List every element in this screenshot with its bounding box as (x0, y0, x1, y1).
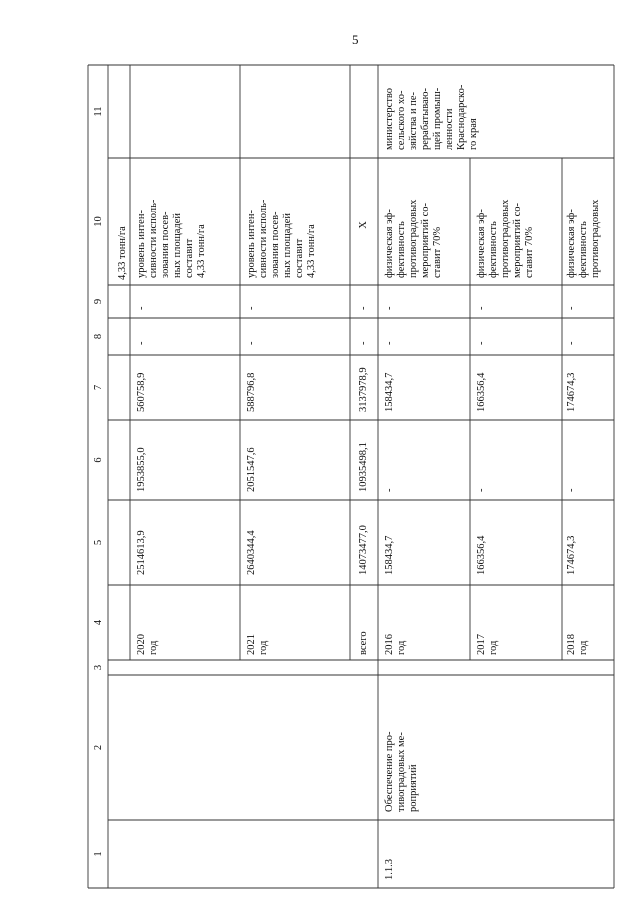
row-2017-col7: 166356,4 (476, 372, 487, 412)
row-2016-col10: фективность (396, 221, 407, 278)
row-2016-col7: 158434,7 (384, 372, 395, 412)
row-2021-year: год (258, 640, 269, 655)
row-2020-col10: составит (184, 238, 195, 278)
row-2021-year: 2021 (246, 634, 257, 655)
row-2018-col6: - (566, 488, 577, 492)
row-2020-year: год (148, 640, 159, 655)
row-2017-col10: фективность (488, 221, 499, 278)
header-number-8: 8 (93, 333, 104, 340)
row-2018-col10: фективность (578, 221, 589, 278)
row-2021-col7: 588796,8 (246, 372, 257, 412)
total-col8: - (358, 341, 369, 345)
row-2017-col6: - (476, 488, 487, 492)
header-number-3: 3 (93, 664, 104, 671)
row-2016-col10: физическая эф- (384, 209, 395, 278)
item-responsible: ленности (444, 108, 455, 150)
row-2021-col9: - (246, 306, 257, 310)
header-number-4: 4 (93, 619, 104, 626)
row-2017-year: год (488, 640, 499, 655)
row-2016-col10: ставит 70% (432, 226, 443, 278)
row-2016-year: 2016 (384, 634, 395, 655)
row-2021-col10: 4,33 тонн/га (306, 224, 317, 278)
table-grid (88, 65, 614, 888)
header-number-1: 1 (93, 851, 104, 857)
row-2017-col8: - (476, 341, 487, 345)
row-2021-col10: уровень интен- (246, 210, 257, 278)
row-2020-col6: 1953855,0 (136, 447, 147, 492)
row-2020-col10: сивности исполь- (148, 199, 159, 278)
row-2020-col7: 560758,9 (136, 372, 147, 412)
header-number-11: 11 (93, 106, 104, 117)
row-2018-col9: - (566, 306, 577, 310)
total-col7: 3137978,9 (358, 367, 369, 412)
item-responsible: го края (468, 118, 479, 150)
row-2016-col5: 158434,7 (384, 535, 395, 575)
row-2016-year: год (396, 640, 407, 655)
item-name: роприятий (408, 764, 419, 812)
row-2021-col10: зования посев- (270, 211, 281, 278)
page-number: 5 (352, 32, 359, 47)
row-2018-year: 2018 (566, 634, 577, 655)
row-2018-col8: - (566, 341, 577, 345)
header-number-5: 5 (93, 539, 104, 546)
item-name: Обеспечение про- (384, 731, 395, 812)
row-2017-col9: - (476, 306, 487, 310)
row-2018-col10: противоградовых (590, 199, 601, 278)
row-2017-col10: ставит 70% (524, 226, 535, 278)
header-number-7: 7 (93, 384, 104, 391)
item-responsible: Краснодарско- (456, 84, 467, 150)
total-col6: 10935498,1 (358, 442, 369, 492)
row-2016-col10: противоградовых (408, 199, 419, 278)
row-2021-col10: ных площадей (282, 212, 293, 278)
row-2018-year: год (578, 640, 589, 655)
total-label: всего (358, 631, 369, 655)
total-col5: 14073477,0 (358, 525, 369, 575)
row-2021-col8: - (246, 341, 257, 345)
item-responsible: министерство (384, 87, 395, 150)
row-2020-col10: ных площадей (172, 212, 183, 278)
table-text (93, 84, 601, 880)
item-responsible: сельского хо- (396, 90, 407, 150)
row-2016-col8: - (384, 341, 395, 345)
row-2020-col10: 4,33 тонн/га (196, 224, 207, 278)
row-2021-col10: составит (294, 238, 305, 278)
row-2018-col10: физическая эф- (566, 209, 577, 278)
row-2016-col9: - (384, 306, 395, 310)
item-responsible: рерабатываю- (420, 87, 431, 150)
row-2017-col10: противоградовых (500, 199, 511, 278)
row-2021-col10: сивности исполь- (258, 199, 269, 278)
row-2020-col10: уровень интен- (136, 210, 147, 278)
row-2018-col5: 174674,3 (566, 535, 577, 575)
header-number-10: 10 (93, 216, 104, 227)
item-name: тивоградовых ме- (396, 732, 407, 812)
row-2020-col9: - (136, 306, 147, 310)
row-2020-year: 2020 (136, 634, 147, 655)
row-2016-col6: - (384, 488, 395, 492)
row-2021-col6: 2051547,6 (246, 447, 257, 492)
row-2021-col5: 2640344,4 (246, 530, 257, 575)
row-2020-col5: 2514613,9 (136, 530, 147, 575)
header-number-9: 9 (93, 298, 104, 305)
row-2020-col8: - (136, 341, 147, 345)
row-2016-col10: мероприятий со- (420, 203, 431, 278)
item-number: 1.1.3 (384, 859, 395, 880)
header-number-2: 2 (93, 744, 104, 751)
row-2017-col10: физическая эф- (476, 209, 487, 278)
row-2017-year: 2017 (476, 634, 487, 655)
item-responsible: щей промыш- (432, 87, 443, 150)
carry-over-col10: 4,33 тонн/га (117, 226, 128, 280)
row-2017-col10: мероприятий со- (512, 203, 523, 278)
row-2020-col10: зования посев- (160, 211, 171, 278)
row-2018-col7: 174674,3 (566, 372, 577, 412)
total-col10: X (358, 221, 369, 229)
row-2017-col5: 166356,4 (476, 535, 487, 575)
total-col9: - (358, 306, 369, 310)
item-responsible: зяйства и пе- (408, 92, 419, 150)
header-number-6: 6 (93, 457, 104, 463)
